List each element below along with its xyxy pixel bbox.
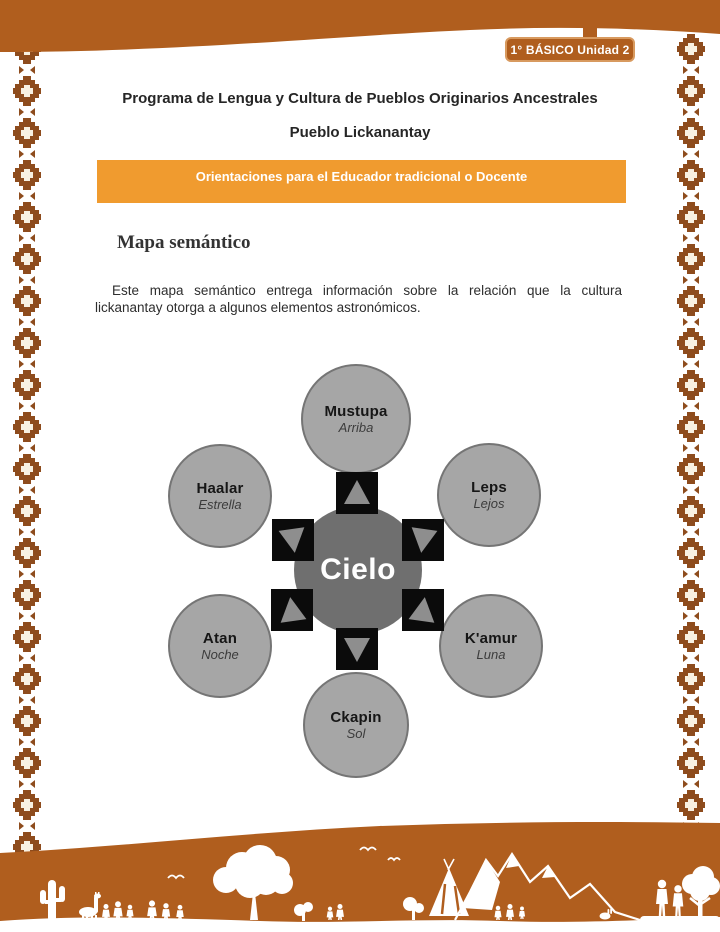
arrow-bottom-icon xyxy=(336,628,378,670)
arrow-upper-left-icon xyxy=(272,519,314,561)
arrow-lower-left-icon xyxy=(271,589,313,631)
node-term: Mustupa xyxy=(324,403,388,420)
arrow-upper-right-icon xyxy=(402,519,444,561)
pueblo-subtitle: Pueblo Lickanantay xyxy=(289,124,431,141)
right-border-pattern xyxy=(677,34,705,932)
node-translation: Estrella xyxy=(198,497,242,512)
node-term: Ckapin xyxy=(330,709,382,726)
program-title: Programa de Lengua y Cultura de Pueblos Originarios Ancestrales xyxy=(122,90,598,107)
arrow-top-icon xyxy=(336,472,378,514)
node-term: Atan xyxy=(202,630,238,647)
node-leps xyxy=(437,443,541,547)
node-translation: Noche xyxy=(201,647,239,662)
center-label: Cielo xyxy=(320,553,396,586)
unit-badge: 1° BÁSICO Unidad 2 xyxy=(505,37,635,62)
arrow-lower-right-icon xyxy=(402,589,444,631)
node-term: Leps xyxy=(471,479,507,496)
node-translation: Lejos xyxy=(473,496,505,511)
node-translation: Arriba xyxy=(338,420,374,435)
node-ckapin xyxy=(303,672,409,778)
node-term: K'amur xyxy=(464,630,518,647)
node-mustupa xyxy=(301,364,411,474)
node-atan xyxy=(168,594,272,698)
orientation-banner: Orientaciones para el Educador tradicional o Docente xyxy=(97,160,626,203)
node-translation: Sol xyxy=(346,726,366,741)
node-term: Haalar xyxy=(196,480,244,497)
node-kamur xyxy=(439,594,543,698)
node-translation: Luna xyxy=(476,647,506,662)
node-haalar xyxy=(168,444,272,548)
section-heading: Mapa semántico xyxy=(117,232,251,253)
footer-illustration xyxy=(0,820,720,932)
left-border-pattern xyxy=(13,34,41,932)
intro-paragraph: Este mapa semántico entrega información sobre la relación que la cultura lickanantay otorga a algunos elementos astronómicos. xyxy=(95,283,622,315)
